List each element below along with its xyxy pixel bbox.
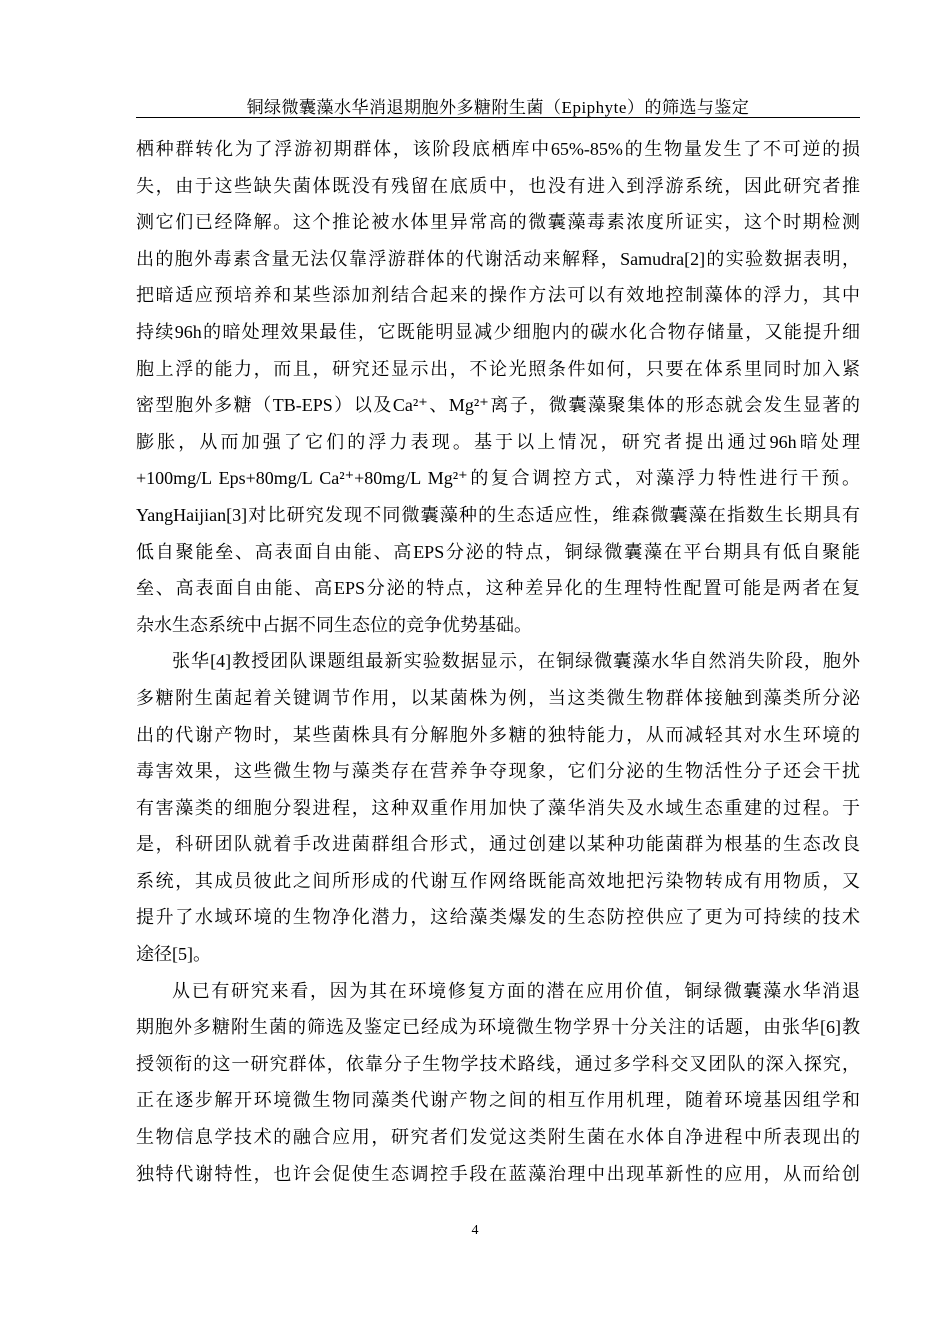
text-line: 是，科研团队就着手改进菌群组合形式，通过创建以某种功能菌群为根基的生态改良: [136, 834, 860, 855]
text-line: 多糖附生菌起着关键调节作用，以某菌株为例，当这类微生物群体接触到藻类所分泌: [136, 687, 860, 708]
text-line: 栖种群转化为了浮游初期群体，该阶段底栖库中65%-85%的生物量发生了不可逆的损: [136, 139, 860, 159]
text-line: 垒、高表面自由能、高EPS分泌的特点，这种差异化的生理特性配置可能是两者在复: [136, 578, 860, 599]
text-line: 密型胞外多糖（TB-EPS）以及Ca²⁺、Mg²⁺离子，微囊藻聚集体的形态就会发生显著的: [136, 395, 860, 416]
text-line: 有害藻类的细胞分裂进程，这种双重作用加快了藻华消失及水域生态重建的过程。于: [136, 797, 860, 818]
text-line: 毒害效果，这些微生物与藻类存在营养争夺现象，它们分泌的生物活性分子还会干扰: [136, 761, 860, 782]
text-line: 持续96h的暗处理效果最佳，它既能明显减少细胞内的碳水化合物存储量，又能提升细: [136, 321, 860, 342]
text-line: 授领衔的这一研究群体，依靠分子生物学技术路线，通过多学科交叉团队的深入探究，: [136, 1053, 860, 1074]
text-line: 胞上浮的能力，而且，研究还显示出，不论光照条件如何，只要在体系里同时加入紧: [136, 358, 860, 379]
text-line: +100mg/L Eps+80mg/L Ca²⁺+80mg/L Mg²⁺的复合调控方式，对藻浮力特性进行干预。: [136, 468, 860, 489]
text-line: 失，由于这些缺失菌体既没有残留在底质中，也没有进入到浮游系统，因此研究者推: [136, 175, 860, 196]
text-line: 途径[5]。: [136, 944, 211, 965]
page-number: 4: [471, 1223, 479, 1238]
text-line: 期胞外多糖附生菌的筛选及鉴定已经成为环境微生物学界十分关注的话题，由张华[6]教: [136, 1017, 860, 1038]
text-line: 出的代谢产物时，某些菌株具有分解胞外多糖的独特能力，从而减轻其对水生环境的: [136, 724, 860, 745]
text-line: 杂水生态系统中占据不同生态位的竞争优势基础。: [136, 614, 532, 635]
text-line: 把暗适应预培养和某些添加剂结合起来的操作方法可以有效地控制藻体的浮力，其中: [136, 285, 860, 306]
running-title: 铜绿微囊藻水华消退期胞外多糖附生菌（Epiphyte）的筛选与鉴定: [246, 98, 750, 117]
text-line: 出的胞外毒素含量无法仅靠浮游群体的代谢活动来解释，Samudra[2]的实验数据表明，: [136, 248, 860, 269]
text-line: 测它们已经降解。这个推论被水体里异常高的微囊藻毒素浓度所证实，这个时期检测: [136, 212, 860, 233]
text-line: 独特代谢特性，也许会促使生态调控手段在蓝藻治理中出现革新性的应用，从而给创: [136, 1163, 860, 1184]
body-text: [136, 131, 860, 1192]
text-line: 正在逐步解开环境微生物同藻类代谢产物之间的相互作用机理，随着环境基因组学和: [136, 1090, 860, 1111]
page-header: [136, 91, 860, 118]
text-line: 从已有研究来看，因为其在环境修复方面的潜在应用价值，铜绿微囊藻水华消退: [172, 980, 860, 1001]
text-line: 低自聚能垒、高表面自由能、高EPS分泌的特点，铜绿微囊藻在平台期具有低自聚能: [136, 541, 860, 562]
text-line: 提升了水域环境的生物净化潜力，这给藻类爆发的生态防控供应了更为可持续的技术: [136, 907, 860, 928]
text-line: 系统，其成员彼此之间所形成的代谢互作网络既能高效地把污染物转成有用物质，又: [136, 870, 860, 891]
text-line: 膨胀，从而加强了它们的浮力表现。基于以上情况，研究者提出通过96h暗处理: [136, 431, 860, 452]
text-line: 张华[4]教授团队课题组最新实验数据显示，在铜绿微囊藻水华自然消失阶段，胞外: [172, 651, 860, 672]
text-line: YangHaijian[3]对比研究发现不同微囊藻种的生态适应性，维森微囊藻在指数生长期具有: [136, 504, 860, 525]
text-line: 生物信息学技术的融合应用，研究者们发觉这类附生菌在水体自净进程中所表现出的: [136, 1127, 860, 1148]
